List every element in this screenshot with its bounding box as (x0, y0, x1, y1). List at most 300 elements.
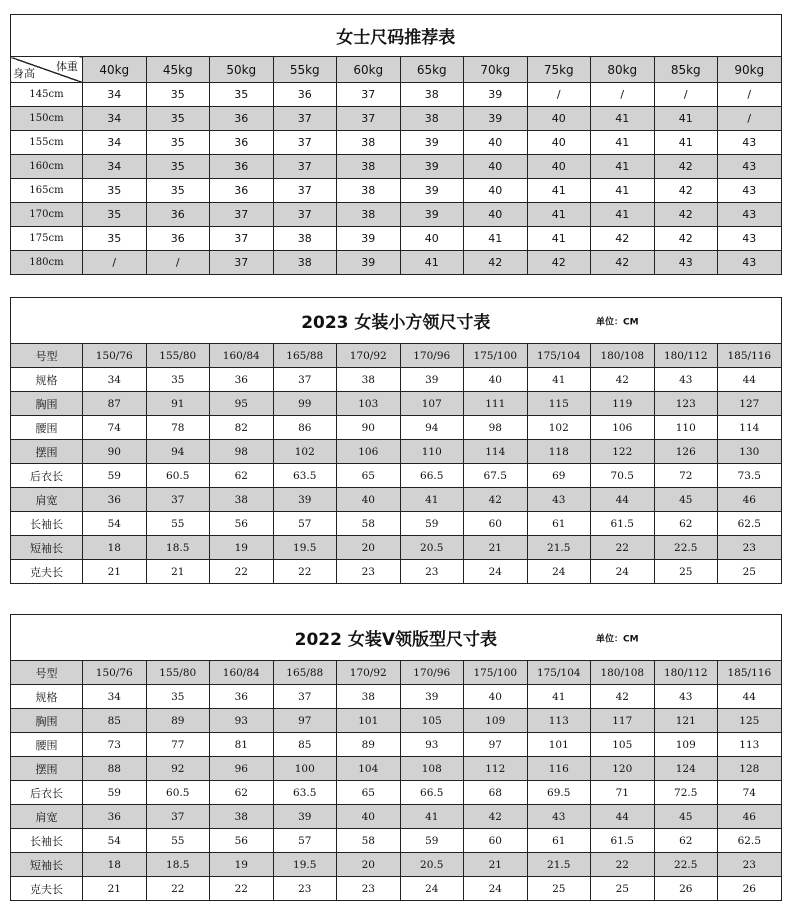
measurement-value-cell: 74 (83, 416, 147, 440)
table-row (11, 179, 782, 203)
size-cell: 40 (527, 107, 591, 131)
table-row (11, 392, 782, 416)
size-cell: / (527, 83, 591, 107)
measurement-value-cell: 38 (210, 488, 274, 512)
measurement-value-cell: 123 (654, 392, 718, 416)
size-cell: 35 (210, 83, 274, 107)
header-row (11, 661, 782, 685)
measurement-value-cell: 70.5 (591, 464, 655, 488)
size-cell: 37 (273, 131, 337, 155)
size-model-cell: 180/108 (591, 661, 655, 685)
size-cell: 39 (337, 227, 401, 251)
measurement-value-cell: 23 (273, 877, 337, 901)
measurement-value-cell: 21 (146, 560, 210, 584)
measurement-value-cell: 35 (146, 685, 210, 709)
measurement-label-cell: 肩宽 (11, 805, 83, 829)
measurement-value-cell: 37 (273, 685, 337, 709)
table-row (11, 83, 782, 107)
size-cell: 37 (337, 83, 401, 107)
size-cell: 40 (464, 179, 528, 203)
size-cell: 36 (210, 179, 274, 203)
measurement-value-cell: 111 (464, 392, 528, 416)
height-cell: 145cm (11, 83, 83, 107)
height-cell: 180cm (11, 251, 83, 275)
measurement-value-cell: 62 (654, 512, 718, 536)
square-collar-size-section (10, 297, 780, 584)
size-cell: 39 (464, 107, 528, 131)
measurement-value-cell: 66.5 (400, 464, 464, 488)
measurement-value-cell: 21 (464, 853, 528, 877)
measurement-value-cell: 19 (210, 853, 274, 877)
size-cell: 43 (718, 155, 782, 179)
measurement-value-cell: 120 (591, 757, 655, 781)
measurement-value-cell: 106 (337, 440, 401, 464)
size-cell: 39 (400, 203, 464, 227)
measurement-value-cell: 24 (591, 560, 655, 584)
measurement-value-cell: 122 (591, 440, 655, 464)
table-row (11, 853, 782, 877)
height-cell: 150cm (11, 107, 83, 131)
measurement-value-cell: 20 (337, 536, 401, 560)
measurement-value-cell: 18 (83, 853, 147, 877)
measurement-value-cell: 57 (273, 829, 337, 853)
height-cell: 165cm (11, 179, 83, 203)
size-cell: 35 (146, 107, 210, 131)
measurement-value-cell: 89 (337, 733, 401, 757)
measurement-value-cell: 69.5 (527, 781, 591, 805)
size-cell: 42 (654, 179, 718, 203)
size-cell: 42 (654, 203, 718, 227)
measurement-value-cell: 43 (654, 368, 718, 392)
measurement-value-cell: 39 (273, 805, 337, 829)
measurement-value-cell: 23 (718, 536, 782, 560)
table-row (11, 877, 782, 901)
measurement-value-cell: 62.5 (718, 512, 782, 536)
table-row (11, 560, 782, 584)
measurement-value-cell: 41 (527, 685, 591, 709)
weight-header-cell: 65kg (400, 57, 464, 83)
measurement-value-cell: 86 (273, 416, 337, 440)
size-cell: 40 (464, 203, 528, 227)
measurement-value-cell: 63.5 (273, 781, 337, 805)
weight-axis-label: 体重 (56, 60, 78, 73)
measurement-value-cell: 40 (464, 368, 528, 392)
measurement-label-cell: 腰围 (11, 733, 83, 757)
size-model-cell: 170/96 (400, 344, 464, 368)
measurement-value-cell: 107 (400, 392, 464, 416)
measurement-value-cell: 63.5 (273, 464, 337, 488)
size-model-cell: 150/76 (83, 661, 147, 685)
measurement-value-cell: 35 (146, 368, 210, 392)
table-row (11, 685, 782, 709)
size-cell: 37 (273, 107, 337, 131)
measurement-value-cell: 56 (210, 512, 274, 536)
measurement-value-cell: 23 (718, 853, 782, 877)
size-cell: / (591, 83, 655, 107)
size-cell: 41 (527, 179, 591, 203)
size-cell: 35 (146, 83, 210, 107)
size-cell: 36 (210, 107, 274, 131)
height-cell: 170cm (11, 203, 83, 227)
measurement-value-cell: 110 (654, 416, 718, 440)
measurement-value-cell: 61.5 (591, 512, 655, 536)
size-cell: 36 (273, 83, 337, 107)
measurement-value-cell: 128 (718, 757, 782, 781)
measurement-value-cell: 59 (400, 829, 464, 853)
measurement-value-cell: 73.5 (718, 464, 782, 488)
measurement-value-cell: 22.5 (654, 853, 718, 877)
measurement-value-cell: 37 (146, 805, 210, 829)
table-row (11, 464, 782, 488)
measurement-value-cell: 22 (591, 536, 655, 560)
measurement-value-cell: 45 (654, 805, 718, 829)
measurement-value-cell: 40 (337, 488, 401, 512)
size-cell: 42 (464, 251, 528, 275)
measurement-label-cell: 胸围 (11, 709, 83, 733)
measurement-value-cell: 74 (718, 781, 782, 805)
size-cell: 40 (400, 227, 464, 251)
measurement-value-cell: 109 (464, 709, 528, 733)
measurement-value-cell: 94 (400, 416, 464, 440)
measurement-value-cell: 109 (654, 733, 718, 757)
table-title: 女士尺码推荐表 (11, 15, 782, 57)
measurement-value-cell: 61.5 (591, 829, 655, 853)
measurement-value-cell: 60.5 (146, 464, 210, 488)
measurement-value-cell: 100 (273, 757, 337, 781)
measurement-value-cell: 21 (464, 536, 528, 560)
height-cell: 160cm (11, 155, 83, 179)
weight-header-cell: 55kg (273, 57, 337, 83)
size-cell: 36 (146, 227, 210, 251)
measurement-value-cell: 62.5 (718, 829, 782, 853)
size-cell: 39 (400, 155, 464, 179)
measurement-value-cell: 91 (146, 392, 210, 416)
measurement-value-cell: 41 (400, 805, 464, 829)
measurement-value-cell: 115 (527, 392, 591, 416)
size-cell: 41 (527, 203, 591, 227)
size-model-cell: 175/104 (527, 661, 591, 685)
measurement-label-cell: 肩宽 (11, 488, 83, 512)
size-cell: 42 (654, 155, 718, 179)
size-cell: 37 (337, 107, 401, 131)
size-cell: 39 (337, 251, 401, 275)
size-cell: 38 (400, 83, 464, 107)
measurement-value-cell: 93 (210, 709, 274, 733)
measurement-value-cell: 43 (527, 488, 591, 512)
table-title-text: 2022 女装V领版型尺寸表 (294, 630, 498, 650)
size-cell: 42 (654, 227, 718, 251)
measurement-value-cell: 20.5 (400, 536, 464, 560)
measurement-value-cell: 41 (400, 488, 464, 512)
height-cell: 175cm (11, 227, 83, 251)
table-row (11, 107, 782, 131)
measurement-value-cell: 94 (146, 440, 210, 464)
measurement-value-cell: 61 (527, 829, 591, 853)
measurement-value-cell: 96 (210, 757, 274, 781)
table-title-text: 2023 女装小方领尺寸表 (301, 313, 491, 333)
size-cell: 36 (210, 131, 274, 155)
size-cell: 36 (146, 203, 210, 227)
size-model-cell: 175/104 (527, 344, 591, 368)
measurement-value-cell: 44 (718, 368, 782, 392)
size-model-cell: 170/92 (337, 661, 401, 685)
table-row (11, 709, 782, 733)
measurement-value-cell: 42 (464, 488, 528, 512)
measurement-value-cell: 73 (83, 733, 147, 757)
size-cell: 40 (464, 155, 528, 179)
table-row (11, 757, 782, 781)
measurement-value-cell: 20 (337, 853, 401, 877)
measurement-value-cell: 46 (718, 805, 782, 829)
measurement-value-cell: 67.5 (464, 464, 528, 488)
size-cell: 34 (83, 83, 147, 107)
size-model-cell: 185/116 (718, 344, 782, 368)
measurement-label-cell: 长袖长 (11, 512, 83, 536)
measurement-value-cell: 101 (337, 709, 401, 733)
measurement-value-cell: 57 (273, 512, 337, 536)
measurement-value-cell: 125 (718, 709, 782, 733)
size-cell: 37 (273, 203, 337, 227)
measurement-value-cell: 59 (400, 512, 464, 536)
size-cell: 43 (654, 251, 718, 275)
table-row (11, 227, 782, 251)
size-cell: 43 (718, 227, 782, 251)
measurement-value-cell: 25 (718, 560, 782, 584)
size-cell: 41 (654, 107, 718, 131)
measurement-label-cell: 规格 (11, 685, 83, 709)
measurement-value-cell: 127 (718, 392, 782, 416)
measurement-value-cell: 78 (146, 416, 210, 440)
size-model-cell: 175/100 (464, 344, 528, 368)
size-cell: 38 (400, 107, 464, 131)
measurement-value-cell: 81 (210, 733, 274, 757)
measurement-value-cell: 62 (210, 781, 274, 805)
measurement-value-cell: 23 (337, 877, 401, 901)
measurement-value-cell: 114 (718, 416, 782, 440)
measurement-value-cell: 116 (527, 757, 591, 781)
measurement-value-cell: 124 (654, 757, 718, 781)
weight-header-cell: 85kg (654, 57, 718, 83)
measurement-value-cell: 105 (400, 709, 464, 733)
measurement-value-cell: 41 (527, 368, 591, 392)
measurement-value-cell: 23 (400, 560, 464, 584)
table-row (11, 368, 782, 392)
measurement-label-cell: 克夫长 (11, 560, 83, 584)
unit-label: 单位：CM (596, 634, 639, 644)
size-cell: 38 (337, 155, 401, 179)
measurement-value-cell: 20.5 (400, 853, 464, 877)
size-cell: 42 (591, 251, 655, 275)
size-cell: 40 (527, 155, 591, 179)
measurement-value-cell: 108 (400, 757, 464, 781)
measurement-value-cell: 38 (210, 805, 274, 829)
measurement-value-cell: 130 (718, 440, 782, 464)
size-model-cell: 180/112 (654, 344, 718, 368)
size-cell: 35 (83, 227, 147, 251)
measurement-value-cell: 87 (83, 392, 147, 416)
size-cell: 43 (718, 203, 782, 227)
measurement-value-cell: 36 (210, 368, 274, 392)
measurement-value-cell: 105 (591, 733, 655, 757)
measurement-value-cell: 59 (83, 781, 147, 805)
measurement-value-cell: 24 (400, 877, 464, 901)
measurement-value-cell: 19 (210, 536, 274, 560)
measurement-value-cell: 92 (146, 757, 210, 781)
size-cell: 37 (210, 251, 274, 275)
size-cell: / (146, 251, 210, 275)
size-model-cell: 170/92 (337, 344, 401, 368)
v-neck-size-section (10, 614, 780, 901)
measurement-value-cell: 22 (210, 560, 274, 584)
weight-header-cell: 60kg (337, 57, 401, 83)
measurement-value-cell: 55 (146, 829, 210, 853)
table-title (11, 615, 782, 661)
measurement-value-cell: 118 (527, 440, 591, 464)
measurement-value-cell: 37 (146, 488, 210, 512)
measurement-value-cell: 55 (146, 512, 210, 536)
measurement-value-cell: 22 (273, 560, 337, 584)
measurement-value-cell: 119 (591, 392, 655, 416)
measurement-value-cell: 106 (591, 416, 655, 440)
measurement-value-cell: 40 (337, 805, 401, 829)
measurement-value-cell: 65 (337, 781, 401, 805)
measurement-label-cell: 克夫长 (11, 877, 83, 901)
size-cell: 38 (273, 251, 337, 275)
measurement-value-cell: 113 (718, 733, 782, 757)
measurement-value-cell: 68 (464, 781, 528, 805)
measurement-value-cell: 93 (400, 733, 464, 757)
measurement-value-cell: 69 (527, 464, 591, 488)
size-model-header: 号型 (11, 344, 83, 368)
measurement-label-cell: 摆围 (11, 440, 83, 464)
measurement-value-cell: 88 (83, 757, 147, 781)
table-row (11, 251, 782, 275)
measurement-value-cell: 26 (654, 877, 718, 901)
measurement-value-cell: 97 (273, 709, 337, 733)
measurement-value-cell: 43 (654, 685, 718, 709)
size-cell: 43 (718, 251, 782, 275)
measurement-value-cell: 23 (337, 560, 401, 584)
measurement-value-cell: 39 (400, 685, 464, 709)
size-cell: 34 (83, 107, 147, 131)
size-recommendation-table (10, 14, 782, 275)
measurement-value-cell: 34 (83, 685, 147, 709)
measurement-value-cell: 46 (718, 488, 782, 512)
size-cell: / (83, 251, 147, 275)
measurement-value-cell: 44 (591, 805, 655, 829)
measurement-label-cell: 短袖长 (11, 536, 83, 560)
measurement-value-cell: 44 (591, 488, 655, 512)
size-cell: 42 (591, 227, 655, 251)
measurement-value-cell: 38 (337, 685, 401, 709)
measurement-value-cell: 22 (210, 877, 274, 901)
measurement-value-cell: 98 (464, 416, 528, 440)
measurement-value-cell: 95 (210, 392, 274, 416)
measurement-value-cell: 121 (654, 709, 718, 733)
header-row (11, 344, 782, 368)
measurement-value-cell: 99 (273, 392, 337, 416)
size-cell: 41 (400, 251, 464, 275)
measurement-value-cell: 89 (146, 709, 210, 733)
size-cell: 39 (464, 83, 528, 107)
measurement-value-cell: 24 (464, 560, 528, 584)
weight-header-cell: 80kg (591, 57, 655, 83)
measurement-value-cell: 112 (464, 757, 528, 781)
measurement-value-cell: 71 (591, 781, 655, 805)
measurement-value-cell: 102 (527, 416, 591, 440)
measurement-label-cell: 摆围 (11, 757, 83, 781)
height-cell: 155cm (11, 131, 83, 155)
size-cell: 35 (83, 179, 147, 203)
measurement-value-cell: 22.5 (654, 536, 718, 560)
measurement-value-cell: 25 (591, 877, 655, 901)
square-collar-size-table (10, 297, 782, 584)
weight-header-cell: 90kg (718, 57, 782, 83)
size-cell: 37 (273, 155, 337, 179)
size-cell: 43 (718, 179, 782, 203)
measurement-value-cell: 36 (83, 488, 147, 512)
measurement-value-cell: 21.5 (527, 853, 591, 877)
size-cell: 41 (654, 131, 718, 155)
measurement-value-cell: 25 (527, 877, 591, 901)
size-model-header: 号型 (11, 661, 83, 685)
measurement-value-cell: 97 (464, 733, 528, 757)
size-cell: 41 (591, 179, 655, 203)
measurement-value-cell: 42 (591, 685, 655, 709)
size-recommendation-section (10, 14, 780, 275)
table-row (11, 781, 782, 805)
measurement-value-cell: 117 (591, 709, 655, 733)
measurement-value-cell: 60.5 (146, 781, 210, 805)
size-cell: / (654, 83, 718, 107)
size-cell: 35 (146, 131, 210, 155)
size-cell: 38 (337, 179, 401, 203)
measurement-value-cell: 19.5 (273, 853, 337, 877)
measurement-value-cell: 62 (654, 829, 718, 853)
size-cell: 41 (591, 155, 655, 179)
weight-header-cell: 50kg (210, 57, 274, 83)
measurement-label-cell: 后衣长 (11, 781, 83, 805)
measurement-value-cell: 43 (527, 805, 591, 829)
size-cell: 35 (146, 155, 210, 179)
measurement-value-cell: 60 (464, 512, 528, 536)
measurement-value-cell: 90 (337, 416, 401, 440)
measurement-value-cell: 54 (83, 512, 147, 536)
measurement-value-cell: 54 (83, 829, 147, 853)
measurement-value-cell: 103 (337, 392, 401, 416)
measurement-value-cell: 18.5 (146, 853, 210, 877)
measurement-value-cell: 66.5 (400, 781, 464, 805)
measurement-value-cell: 36 (83, 805, 147, 829)
size-model-cell: 150/76 (83, 344, 147, 368)
measurement-value-cell: 58 (337, 829, 401, 853)
measurement-value-cell: 110 (400, 440, 464, 464)
size-cell: 40 (464, 131, 528, 155)
size-cell: 37 (210, 203, 274, 227)
size-model-cell: 180/112 (654, 661, 718, 685)
size-cell: 41 (591, 107, 655, 131)
measurement-value-cell: 22 (591, 853, 655, 877)
size-model-cell: 165/88 (273, 344, 337, 368)
measurement-value-cell: 42 (591, 368, 655, 392)
measurement-value-cell: 126 (654, 440, 718, 464)
size-cell: 37 (210, 227, 274, 251)
unit-label: 单位：CM (596, 317, 639, 327)
measurement-value-cell: 24 (527, 560, 591, 584)
table-row (11, 203, 782, 227)
measurement-value-cell: 18.5 (146, 536, 210, 560)
size-cell: 39 (400, 179, 464, 203)
